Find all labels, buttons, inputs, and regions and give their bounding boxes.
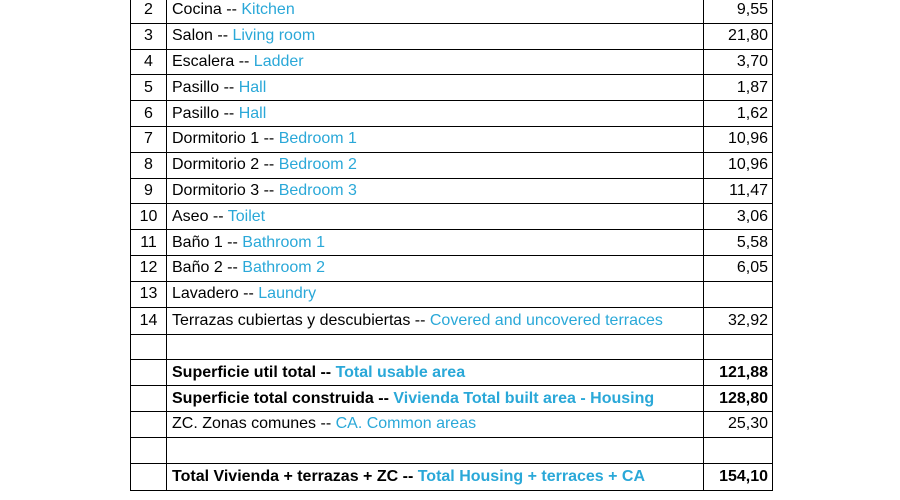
table-row <box>131 0 773 23</box>
room-name-es: Aseo -- <box>172 207 228 225</box>
room-name-en: Bathroom 1 <box>242 233 325 251</box>
empty-cell <box>167 437 704 463</box>
room-name-cell <box>167 75 704 101</box>
total-label-cell <box>167 411 704 437</box>
room-name-en: Bedroom 1 <box>278 130 357 148</box>
total-built-row <box>131 386 773 412</box>
table-row <box>131 101 773 127</box>
table-row <box>131 178 773 204</box>
room-name-en: Covered and uncovered terraces <box>429 311 663 329</box>
table-row <box>131 49 773 75</box>
room-name-en: Hall <box>238 78 267 96</box>
room-name-es: Lavadero -- <box>172 285 259 303</box>
room-name-en: Bedroom 2 <box>278 156 357 174</box>
empty-cell <box>131 334 167 360</box>
table-row <box>131 307 773 334</box>
total-usable-value: 121,88 <box>704 360 773 386</box>
empty-cell <box>131 360 167 386</box>
total-label-cell <box>167 463 704 490</box>
area-value: 9,55 <box>704 0 773 23</box>
row-number: 4 <box>131 49 167 75</box>
area-value: 6,05 <box>704 255 773 281</box>
row-number: 3 <box>131 23 167 49</box>
area-value: 11,47 <box>704 178 773 204</box>
row-number: 9 <box>131 178 167 204</box>
grand-total-row <box>131 463 773 490</box>
empty-cell <box>131 386 167 412</box>
room-name-cell <box>167 255 704 281</box>
room-name-en: Bedroom 3 <box>278 181 357 199</box>
area-value: 10,96 <box>704 152 773 178</box>
total-label-cell <box>167 360 704 386</box>
room-name-cell <box>167 204 704 230</box>
room-name-en: Hall <box>238 104 267 122</box>
total-label-es: Superficie total construida -- <box>172 389 394 407</box>
area-table-body <box>131 0 773 490</box>
area-value: 5,58 <box>704 230 773 256</box>
room-name-es: Baño 2 -- <box>172 259 243 277</box>
room-name-es: Salon -- <box>172 27 233 45</box>
empty-cell <box>704 437 773 463</box>
area-value: 1,87 <box>704 75 773 101</box>
room-name-es: Dormitorio 3 -- <box>172 181 279 199</box>
table-row <box>131 23 773 49</box>
area-value: 3,70 <box>704 49 773 75</box>
row-number: 11 <box>131 230 167 256</box>
total-usable-row <box>131 360 773 386</box>
empty-row <box>131 334 773 360</box>
empty-row <box>131 437 773 463</box>
total-label-en: CA. Common areas <box>335 415 477 433</box>
area-value: 1,62 <box>704 101 773 127</box>
room-name-es: Dormitorio 1 -- <box>172 130 279 148</box>
total-label-es: Superficie util total -- <box>172 363 336 381</box>
room-name-en: Bathroom 2 <box>242 259 325 277</box>
empty-cell <box>167 334 704 360</box>
room-name-en: Toilet <box>227 207 266 225</box>
total-built-value: 128,80 <box>704 386 773 412</box>
common-areas-row <box>131 411 773 437</box>
room-name-cell <box>167 23 704 49</box>
room-name-cell <box>167 126 704 152</box>
row-number: 14 <box>131 307 167 334</box>
row-number: 2 <box>131 0 167 23</box>
area-value <box>704 281 773 307</box>
total-label-en: Vivienda Total built area - Housing <box>393 389 655 407</box>
room-name-cell <box>167 49 704 75</box>
row-number: 6 <box>131 101 167 127</box>
room-name-cell <box>167 152 704 178</box>
row-number: 5 <box>131 75 167 101</box>
room-name-cell <box>167 230 704 256</box>
empty-cell <box>131 411 167 437</box>
room-name-es: Pasillo -- <box>172 78 239 96</box>
area-value: 32,92 <box>704 307 773 334</box>
room-name-en: Laundry <box>258 285 317 303</box>
row-number: 10 <box>131 204 167 230</box>
empty-cell <box>131 463 167 490</box>
area-value: 10,96 <box>704 126 773 152</box>
room-name-es: Cocina -- <box>172 1 242 19</box>
row-number: 13 <box>131 281 167 307</box>
table-row <box>131 75 773 101</box>
area-value: 21,80 <box>704 23 773 49</box>
total-label-en: Total Housing + terraces + CA <box>417 467 646 485</box>
room-name-cell <box>167 0 704 23</box>
room-name-cell <box>167 101 704 127</box>
room-name-es: Escalera -- <box>172 52 254 70</box>
empty-cell <box>704 334 773 360</box>
room-name-es: Pasillo -- <box>172 104 239 122</box>
total-label-en: Total usable area <box>335 363 466 381</box>
table-row <box>131 204 773 230</box>
area-table <box>130 0 773 491</box>
total-label-cell <box>167 386 704 412</box>
room-name-es: Dormitorio 2 -- <box>172 156 279 174</box>
table-row <box>131 255 773 281</box>
row-number: 8 <box>131 152 167 178</box>
row-number: 12 <box>131 255 167 281</box>
room-name-cell <box>167 281 704 307</box>
table-row <box>131 230 773 256</box>
common-areas-value: 25,30 <box>704 411 773 437</box>
room-name-en: Kitchen <box>241 1 295 19</box>
total-label-es: Total Vivienda + terrazas + ZC -- <box>172 467 418 485</box>
empty-cell <box>131 437 167 463</box>
room-name-en: Ladder <box>253 52 304 70</box>
table-row <box>131 281 773 307</box>
table-row <box>131 152 773 178</box>
room-name-es: Baño 1 -- <box>172 233 243 251</box>
table-row <box>131 126 773 152</box>
room-name-cell <box>167 178 704 204</box>
grand-total-value: 154,10 <box>704 463 773 490</box>
room-name-es: Terrazas cubiertas y descubiertas -- <box>172 311 430 329</box>
room-name-cell <box>167 307 704 334</box>
area-value: 3,06 <box>704 204 773 230</box>
row-number: 7 <box>131 126 167 152</box>
total-label-es: ZC. Zonas comunes -- <box>172 415 336 433</box>
room-name-en: Living room <box>232 27 316 45</box>
